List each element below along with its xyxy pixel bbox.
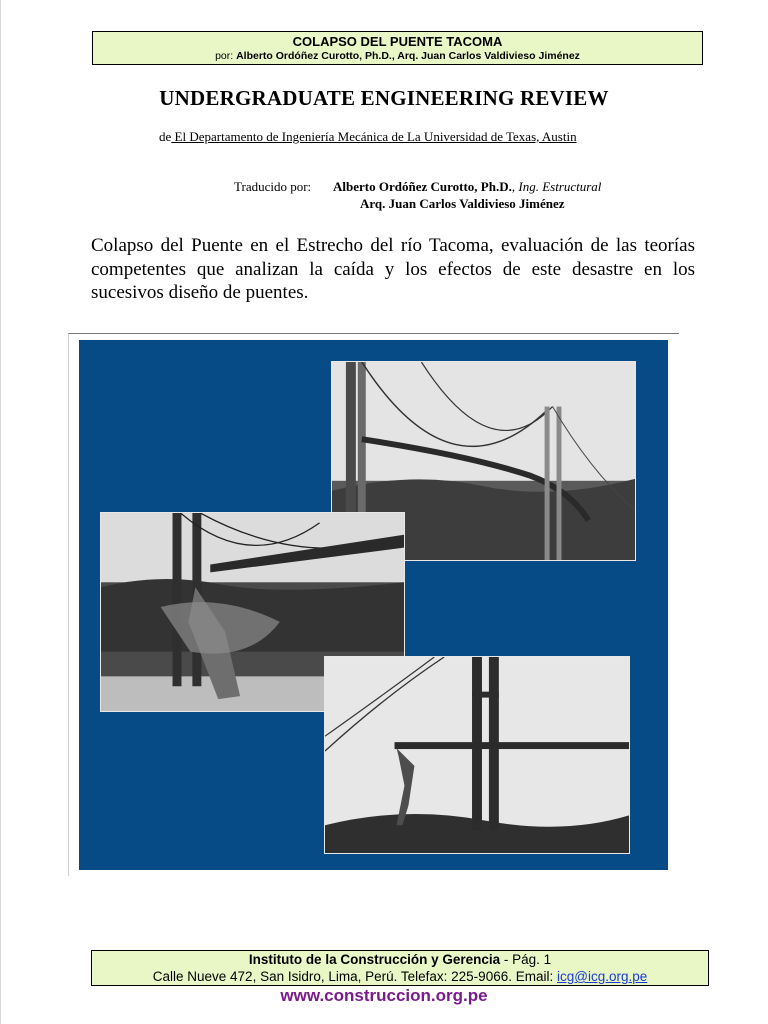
footer-address-line bbox=[92, 968, 708, 985]
header-authors: Alberto Ordóñez Curotto, Ph.D., Arq. Juan Carlos Valdivieso Jiménez bbox=[236, 50, 580, 62]
footer-page-number: - Pág. 1 bbox=[500, 952, 552, 967]
department-line bbox=[159, 129, 577, 145]
department-prefix: de bbox=[159, 129, 172, 144]
header-prefix: por: bbox=[215, 50, 234, 62]
header-authors-line bbox=[93, 50, 702, 63]
review-title: UNDERGRADUATE ENGINEERING REVIEW bbox=[159, 86, 609, 110]
footer-institute-line bbox=[92, 951, 708, 968]
translators: Alberto Ordóñez Curotto, Ph.D., Ing. Estructural Arq. Juan Carlos Valdivieso Jiménez bbox=[333, 179, 602, 211]
bridge-photo-broken-deck bbox=[324, 656, 630, 854]
abstract-paragraph: Colapso del Puente en el Estrecho del río Tacoma, evaluación de las teorías competentes que analizan la caída y los efectos de este desastre en los sucesivos diseño de puentes. bbox=[91, 235, 695, 303]
translated-by-label: Traducido por: bbox=[234, 179, 312, 194]
page-edge bbox=[0, 0, 1, 1024]
translator-1-name: Alberto Ordóñez Curotto, Ph.D. bbox=[333, 179, 512, 194]
footer-institute: Instituto de la Construcción y Gerencia bbox=[248, 952, 501, 967]
website-url[interactable]: www.construccion.org.pe bbox=[280, 986, 488, 1005]
document-footer bbox=[91, 950, 709, 986]
department-name: El Departamento de Ingeniería Mecánica de La Universidad de Texas, Austin bbox=[171, 129, 577, 144]
header-title: COLAPSO DEL PUENTE TACOMA bbox=[292, 34, 503, 49]
document-header bbox=[92, 31, 703, 65]
footer-address: Calle Nueve 472, San Isidro, Lima, Perú. Telefax: 225-9066. Email: bbox=[152, 969, 557, 984]
translator-1-role: Ing. Estructural bbox=[518, 179, 602, 194]
translator-2-name: Arq. Juan Carlos Valdivieso Jiménez bbox=[360, 196, 565, 211]
footer-email-link[interactable]: icg@icg.org.pe bbox=[556, 969, 648, 984]
